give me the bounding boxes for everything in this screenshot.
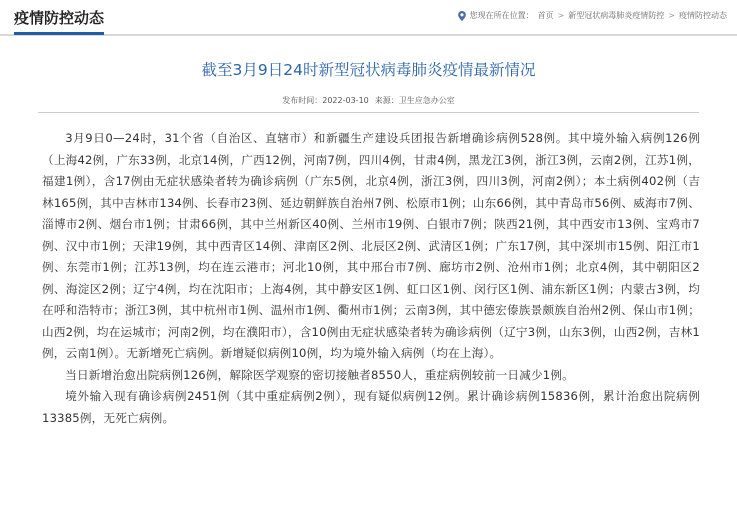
breadcrumb-covid-prevention-link[interactable]: 新型冠状病毒肺炎疫情防控: [568, 11, 665, 20]
breadcrumb-location-label: 您现在所在位置：: [469, 11, 534, 20]
breadcrumb-separator: >: [668, 11, 675, 20]
source-label: 来源：: [374, 96, 399, 105]
breadcrumb-current-page[interactable]: 疫情防控动态: [679, 11, 727, 20]
paragraph: 境外输入现有确诊病例2451例（其中重症病例2例），现有疑似病例12例。累计确诊病例15836例，累计治愈出院病例13385例，无死亡病例。: [42, 389, 700, 425]
paragraph: 3月9日0—24时，31个省（自治区、直辖市）和新疆生产建设兵团报告新增确诊病例528例。其中境外输入病例126例（上海42例，广东33例，北京14例，广西12例，河南7例，四川4例，甘肃4例，黑龙江3例，浙江3例，云南2例，江苏1例，福建1例），含17例由无症状感染者转为确诊病例（广东5例，北京4例，浙江3例，四川3例，河南2例）；本土病例402例（吉林165例，其中吉林市134例、长春市23例、延边朝鲜族自治州7例、松原市1例；山东66例，其中青岛市56例、威海市7例、淄博市2例、烟台市1例；甘肃66例，其中兰州新区40例、兰州市19例、白银市7例；陕西21例，其中西安市13例、宝鸡市7例、汉中市1例；天津19例，其中西青区14例、津南区2例、北辰区2例、武清区1例；广东17例，其中深圳市15例、阳江市1例、东莞市1例；江苏13例，均在连云港市；河北10例，其中邢台市7例、廊坊市2例、沧州市1例；北京4例，其中朝阳区2例、海淀区2例；辽宁4例，均在沈阳市；上海4例，其中静安区1例、虹口区1例、闵行区1例、浦东新区1例；内蒙古3例，均在呼和浩特市；浙江3例，其中杭州市1例、温州市1例、衢州市1例；云南3例，其中德宏傣族景颇族自治州2例、保山市1例；山西2例，均在运城市；河南2例，均在濮阳市），含10例由无症状感染者转为确诊病例（辽宁3例，山东3例，山西2例，吉林1例，云南1例）。无新增死亡病例。新增疑似病例10例，均为境外输入病例（均在上海）。: [42, 131, 700, 360]
breadcrumb-home-link[interactable]: 首页: [537, 11, 554, 20]
breadcrumb: [458, 10, 727, 21]
article-title: 截至3月9日24时新型冠状病毒肺炎疫情最新情况: [201, 61, 536, 79]
publish-date: 2022-03-10: [322, 96, 369, 105]
title-divider: [38, 112, 699, 113]
publish-date-label: 发布时间：: [282, 96, 323, 105]
section-title: 疫情防控动态: [14, 7, 104, 35]
paragraph: 当日新增治愈出院病例126例，解除医学观察的密切接触者8550人，重症病例较前一日减少1例。: [65, 367, 574, 382]
location-pin-icon: [458, 11, 466, 21]
article-body: [42, 128, 700, 429]
breadcrumb-separator: >: [557, 11, 565, 20]
top-bar: [0, 0, 737, 36]
source-value: 卫生应急办公室: [398, 96, 455, 105]
article-meta: [0, 95, 737, 106]
